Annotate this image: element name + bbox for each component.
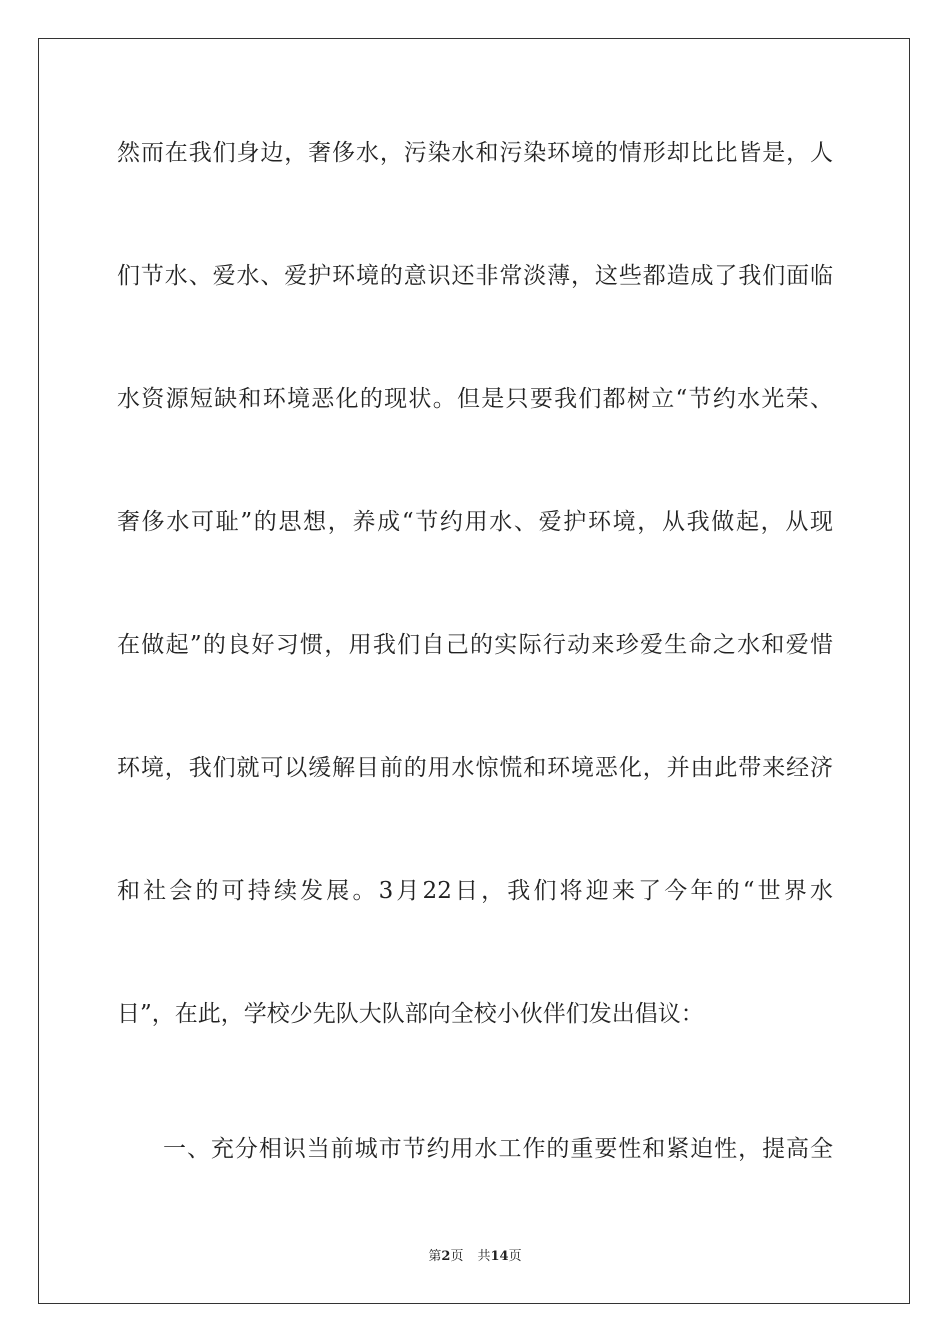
page-border: [38, 38, 910, 1304]
text-line-4: 奢侈水可耻”的思想，养成“节约用水、爱护环境，从我做起，从现: [117, 509, 833, 535]
text-line-6: 环境，我们就可以缓解目前的用水惊慌和环境恶化，并由此带来经济: [117, 755, 833, 781]
page-footer: [0, 1248, 950, 1266]
footer-total-number: 14: [490, 1249, 509, 1264]
text-line-5: 在做起”的良好习惯，用我们自己的实际行动来珍爱生命之水和爱惜: [117, 632, 833, 658]
text-line-8: 日”，在此，学校少先队大队部向全校小伙伴们发出倡议：: [117, 1001, 704, 1027]
footer-page-prefix: 第: [428, 1249, 442, 1264]
footer-page-suffix: 页: [450, 1249, 464, 1264]
footer-total-suffix: 页: [508, 1249, 522, 1264]
text-line-9: 一、充分相识当前城市节约用水工作的重要性和紧迫性，提高全: [163, 1136, 833, 1162]
footer-total-prefix: 共: [477, 1249, 491, 1264]
text-line-3: 水资源短缺和环境恶化的现状。但是只要我们都树立“节约水光荣、: [117, 386, 833, 412]
footer-page-number: 2: [441, 1249, 451, 1264]
text-line-2: 们节水、爱水、爱护环境的意识还非常淡薄，这些都造成了我们面临: [117, 263, 833, 289]
text-line-7: 和社会的可持续发展。3月22日，我们将迎来了今年的“世界水: [117, 878, 833, 904]
text-line-1: 然而在我们身边，奢侈水，污染水和污染环境的情形却比比皆是，人: [117, 140, 833, 166]
